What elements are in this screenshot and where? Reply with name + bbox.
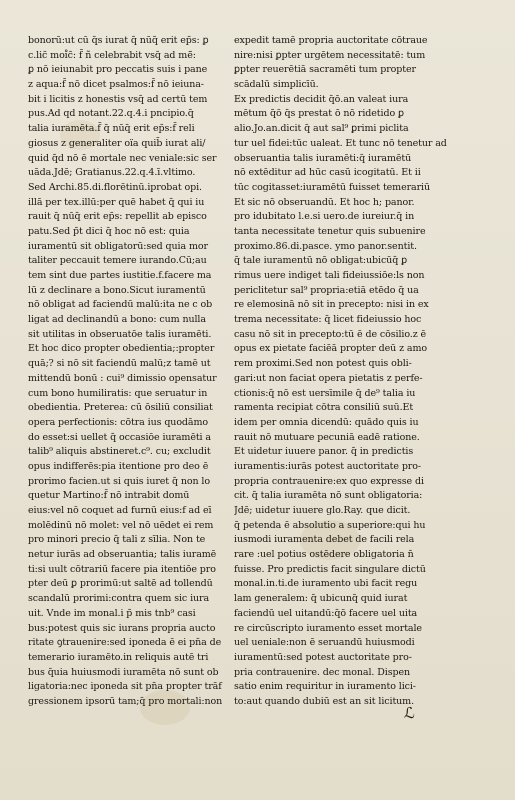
text-line: mētum q̄ō q̄s prestat ō nō ridetido ꝑ (234, 108, 404, 120)
text-line: do esset:si uellet q̄ occasiōe iuramēti a (28, 431, 211, 443)
text-line: iusmodi iuramenta debet de facili rela (234, 534, 415, 546)
text-line: pter deū ꝑ prorimū:ut saltē ad tollendū (28, 578, 213, 590)
text-line: Et sic nō obseruandū. Et hoc h; panor. (234, 196, 415, 208)
text-line: rauit nō mutuare pecuniā eadē ratione. (234, 431, 420, 443)
text-line: quid q̄d nō ē mortale nec veniale:sic ser (28, 152, 217, 164)
text-line: ligat ad declinandū a bono: cum nulla (28, 314, 206, 326)
text-line: prorimo facien.ut si quis iuret q̄ non lo (28, 475, 210, 487)
text-line: gressionem ipsorū tam;q̄ pro mortali:non (28, 695, 223, 707)
text-line: ritate ꝯtrauenire:sed iponeda ē ei pn̄a de (28, 637, 222, 649)
text-line: propria contrauenire:ex quo expresse di (234, 475, 424, 487)
text-line: q̄ petenda ē absolutio a superiore:qui hu (234, 519, 426, 531)
text-line: bus q̄uia huiusmodi iuramēta nō sunt ob (28, 666, 219, 678)
text-line: faciendū uel uitandū:q̄ō facere uel uita (234, 607, 418, 619)
text-line: eius:vel nō coquet ad furnū eius:f ad eī (28, 505, 212, 516)
text-line: uel ueniale:non ē seruandū huiusmodi (234, 637, 415, 649)
text-line: rimus uere indiget tali fideiussiōe:ls non (234, 270, 425, 281)
text-line: quā;? si nō sit faciendū malū;z tamē ut (28, 358, 211, 370)
text-line: uāda.Jdē; Gratianus.22.q.4.ī.vltimo. (28, 167, 196, 179)
text-line: satio enim requiritur in iuramento lici- (234, 681, 416, 693)
text-line: pus.Ad qd notant.22.q.4.i pncipio.q̄ (28, 108, 194, 120)
text-line: alio.Jo.an.dicit q̄ aut sal⁹ ꝑrimi piclita (234, 123, 409, 135)
text-line: lam generalem: q̄ ubicunq̄ quid iurat (234, 593, 408, 605)
text-line: tur uel fidei:tūc ualeat. Et tunc nō tenetur ad (234, 137, 447, 149)
text-line: giosus z generaliter oïa quib̄ iurat ali/ (28, 137, 206, 149)
left-text-column (28, 34, 242, 710)
text-line: z aqua:f̄ nō dicet psalmos:f̄ nō ieiuna- (28, 79, 204, 91)
text-line: Jdē; uidetur iuuere glo.Ray. que dicit. (234, 505, 411, 516)
text-line: talia iuramēta.f̄ q̄ nūq̄ erit ep̄s:f̄ reli (28, 123, 195, 135)
text-line: periclitetur sal⁹ propria:etiā etēdo q̄ ua (234, 284, 419, 296)
text-line: rare :uel potius ostēdere obligatoria n̄ (234, 549, 414, 561)
text-line: nō extēditur ad hūc casū icogitatū. Et ii (234, 167, 421, 179)
text-line: ꝑ nō ieiunabit pro peccatis suis i pane (28, 64, 208, 76)
text-line: netur iurās ad obseruantia; talis iuramē (28, 549, 217, 561)
text-line: ctionis:q̄ nō est uersīmile q̄ de⁹ talia iu (234, 387, 416, 399)
text-line: re circūscripto iuramento esset mortale (234, 622, 422, 634)
text-line: monal.in.ti.de iuramento ubi facit regu (234, 578, 418, 590)
text-line: taliter peccauit temere iurando.Cū;au (28, 255, 207, 267)
text-line: quetur Martino:f̄ nō intrabit domū (28, 490, 190, 502)
text-line: pro minori precio q̄ tali z sīlia. Non te (28, 534, 206, 546)
text-line: re elemosinā nō sit in precepto: nisi in ex (234, 299, 429, 311)
text-line: patu.Sed p̄t dici q̄ hoc nō est: quia (28, 225, 190, 237)
text-line: mittendū bonū : cui⁹ dimissio opensatur (28, 372, 217, 384)
text-line: bonorū:ut cū q̄s iurat q̄ nūq̄ erit ep̄s: ꝑ (28, 35, 209, 46)
text-line: c.lic̄ moi̊c̄: f̄ ñ celebrabit vsq̄ ad mē̄: (28, 49, 196, 61)
text-line: temerario iuramēto.in reliquis autē tri (28, 651, 209, 663)
text-line: nire:nisi ꝑpter urgētem necessitatē: tum (234, 49, 426, 61)
text-line: gari:ut non faciat opera pietatis z perfe- (234, 372, 423, 384)
text-line: rem proximi.Sed non potest quis obli- (234, 358, 412, 370)
text-line: iuramentū sit obligatorū:sed quia mor (28, 240, 208, 252)
text-line: expedit tamē propria auctoritate cōtraue (234, 35, 428, 46)
text-line: lū z declinare a bono.Sicut iuramentū (28, 284, 206, 296)
text-line: ti:si uult cōtrariū facere pia itentiōe pro (28, 563, 216, 575)
text-line: obseruantia talis iuramēti:q̄ iuramētū (234, 152, 412, 164)
text-line: fuisse. Pro predictis facit singulare dictū (234, 563, 426, 575)
text-line: nō obligat ad faciendū malū:ita ne c ob (28, 299, 213, 311)
text-line: bus:potest quis sic iurans propria aucto (28, 622, 216, 634)
text-line: molēdinū nō molet: vel nō uēdet ei rem (28, 519, 214, 531)
text-line: Et uidetur iuuere panor. q̄ in predictis (234, 446, 414, 458)
text-line: opus indifferēs:pia itentione pro deo ē (28, 460, 209, 472)
text-line: Ex predictis decidit q̄ō.an valeat iura (234, 93, 409, 105)
text-line: ꝑpter reuerētiā sacramēti tum propter (234, 64, 416, 76)
text-line: opera perfectionis: cōtra ius quodāmo (28, 416, 209, 428)
text-line: cum bono humiliratis: que seruatur in (28, 387, 208, 399)
text-line: sit utilitas in obseruatōe talis iuramēti. (28, 328, 212, 340)
text-line: scādalū simplicīū. (234, 79, 319, 91)
text-line: pro idubitato l.e.si uero.de iureiur.q̄ in (234, 211, 415, 223)
text-line: Et hoc dico propter obedientia;:propter (28, 343, 215, 355)
text-line: pria contrauenire. dec monal. Dispen (234, 666, 411, 678)
text-line: to:aut quando dubiū est an sit licitum. (234, 695, 415, 707)
signature-mark: ℒ (404, 704, 415, 722)
text-line: bit i licitis z honestis vsq̄ ad certū tem (28, 93, 208, 105)
text-line: illā per tex.illū:per quē habet q̄ qui iu (28, 196, 205, 208)
text-line: trema necessitate: q̄ licet fideiussio hoc (234, 314, 422, 326)
text-line: scandalū prorimi:contra quem sic iura (28, 593, 210, 605)
text-line: rauit q̄ nūq̄ erit ep̄s: repellit ab episco (28, 211, 207, 223)
text-line: tūc cogitasset:iuramētū fuisset temerariū (234, 181, 431, 193)
text-line: opus ex pietate faciēā propter deū z amo (234, 343, 428, 355)
text-line: cit. q̄ talia iuramēta nō sunt obligatoria: (234, 490, 423, 502)
text-line: tanta necessitate tenetur quis subuenire (234, 225, 426, 237)
text-line: iuramentū:sed potest auctoritate pro- (234, 651, 412, 663)
text-line: casu nō sit in precepto:tū ē de cōsilio.z ē (234, 328, 427, 340)
text-line: tem sint due partes iustitie.f.facere ma (28, 270, 212, 281)
text-line: ramenta recipiat cōtra consiliū suū.Et (234, 402, 414, 414)
text-line: Sed Archi.85.di.florētinū.iprobat opi. (28, 181, 202, 193)
right-text-column (234, 34, 482, 710)
text-line: ligatoria:nec iponeda sit pn̄a propter trāf (28, 681, 222, 693)
text-line: idem per omnia dicendū: quādo quis iu (234, 416, 419, 428)
text-line: proximo.86.di.pasce. ymo panor.sentit. (234, 240, 417, 252)
text-line: talib⁹ aliquis abstineret.c⁹. cu; excludit (28, 446, 211, 458)
text-line: obedientia. Preterea: cū ōsiliū consiliat (28, 402, 213, 414)
text-line: q̄ tale iuramentū nō obligat:ubicūq̄ ꝑ (234, 255, 408, 267)
text-line: iuramentis:iurās potest auctoritate pro- (234, 460, 421, 472)
text-line: uit. Vnde im monal.i p̄ mis tnb⁹ casi (28, 607, 196, 619)
